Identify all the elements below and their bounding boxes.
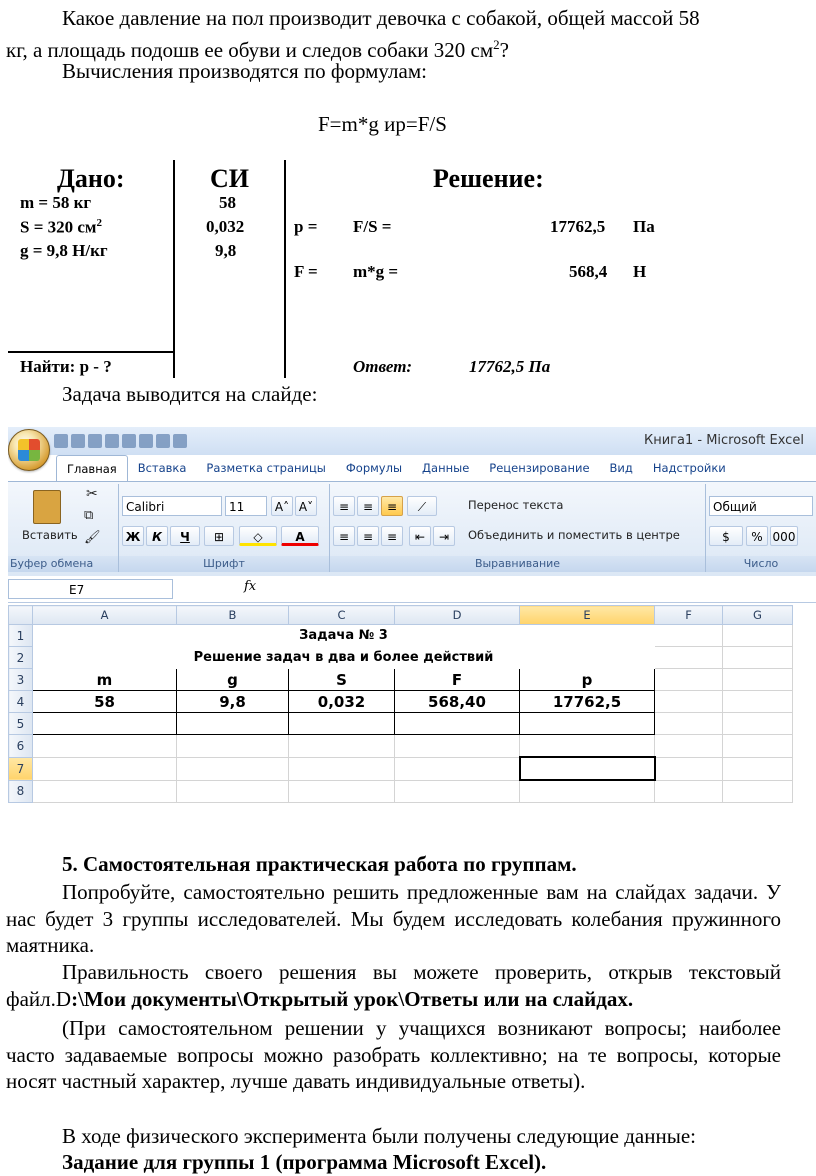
- cell[interactable]: [520, 780, 655, 803]
- column-header-d[interactable]: D: [395, 606, 520, 625]
- cell[interactable]: [177, 713, 289, 735]
- si-g: 9,8: [215, 241, 237, 260]
- format-icon[interactable]: [139, 434, 153, 448]
- row-header-4[interactable]: 4: [9, 691, 33, 713]
- corner-cell[interactable]: [9, 606, 33, 625]
- given-area: [20, 217, 102, 238]
- row-header-1[interactable]: 1: [9, 625, 33, 647]
- clear-icon[interactable]: [156, 434, 170, 448]
- intro-line-2-end: ?: [499, 38, 509, 62]
- cell[interactable]: [395, 713, 520, 735]
- given-mass: m = 58 кг: [20, 193, 92, 212]
- ribbon-tabs: [56, 455, 736, 481]
- format-painter-icon[interactable]: 🖌: [84, 530, 101, 545]
- si-mass: 58: [219, 193, 236, 212]
- cell[interactable]: [395, 780, 520, 803]
- font-name-dropdown[interactable]: Calibri: [122, 496, 222, 516]
- tab-page-layout[interactable]: Разметка страницы: [206, 461, 326, 475]
- cell[interactable]: [33, 757, 177, 780]
- find-divider: [8, 351, 174, 353]
- cell[interactable]: [33, 780, 177, 803]
- save-icon[interactable]: [54, 434, 68, 448]
- formula-bar: [8, 576, 816, 603]
- cell[interactable]: [723, 625, 793, 647]
- cell[interactable]: [723, 735, 793, 758]
- wrap-text-button[interactable]: Перенос текста: [468, 498, 564, 512]
- align-left-icon[interactable]: ≡: [333, 526, 355, 546]
- group-task: Задание для группы 1 (программа Microsoft Excel).: [62, 1150, 547, 1174]
- align-bottom-icon[interactable]: ≡: [381, 496, 403, 516]
- paragraph-1: [6, 879, 781, 959]
- paste-button[interactable]: Вставить: [22, 528, 78, 542]
- value-cell-p[interactable]: 17762,5: [520, 691, 655, 713]
- group-label-clipboard: Буфер обмена: [8, 556, 118, 572]
- divider-right: [284, 160, 286, 378]
- header-solution: Решение:: [433, 164, 544, 193]
- section-heading: 5. Самостоятельная практическая работа по группам.: [62, 852, 577, 876]
- window-title: Книга1 - Microsoft Excel: [644, 433, 804, 448]
- solution-unit-p: Па: [633, 217, 655, 236]
- cell[interactable]: [655, 757, 723, 780]
- grow-font-button[interactable]: A˄: [271, 496, 293, 516]
- decrease-indent-icon[interactable]: ⇤: [409, 526, 431, 546]
- header-cell-f[interactable]: F: [395, 669, 520, 691]
- cell[interactable]: [723, 647, 793, 669]
- borders-icon[interactable]: ⊞: [204, 526, 234, 546]
- cell[interactable]: [655, 669, 723, 691]
- spreadsheet-grid: [8, 605, 793, 803]
- active-cell[interactable]: [520, 757, 655, 780]
- solution-var-p: р =: [294, 217, 318, 236]
- excel-window: [8, 427, 816, 832]
- slide-caption: Задача выводится на слайде:: [62, 382, 318, 406]
- insert-icon[interactable]: [173, 434, 187, 448]
- column-header-a[interactable]: A: [33, 606, 177, 625]
- chart2-icon[interactable]: [122, 434, 136, 448]
- cut-icon[interactable]: ✂: [86, 486, 98, 502]
- group-alignment: [330, 484, 706, 572]
- cell[interactable]: [655, 625, 723, 647]
- cell[interactable]: [177, 757, 289, 780]
- find-label: Найти: р - ?: [20, 357, 112, 376]
- column-header-f[interactable]: F: [655, 606, 723, 625]
- value-cell-s[interactable]: 0,032: [289, 691, 395, 713]
- orientation-icon[interactable]: ⟋: [407, 496, 437, 516]
- header-cell-m[interactable]: m: [33, 669, 177, 691]
- paragraph-3-text: (При самостоятельном решении у учащихся возникают вопросы; наиболее часто задаваемые вопросы можно разобрать коллективно; на те вопросы, которые носят частный характер, лучше давать индивидуальные ответы).: [6, 1016, 781, 1094]
- sheet-subtitle[interactable]: Решение задач в два и более действий: [33, 647, 655, 669]
- cell[interactable]: [289, 757, 395, 780]
- header-dano: Дано:: [57, 164, 125, 193]
- cell[interactable]: [289, 735, 395, 758]
- undo-icon[interactable]: [71, 434, 85, 448]
- chart-icon[interactable]: [105, 434, 119, 448]
- solution-unit-f: Н: [633, 262, 647, 281]
- cell[interactable]: [655, 691, 723, 713]
- value-cell-g[interactable]: 9,8: [177, 691, 289, 713]
- group-number: [706, 484, 816, 572]
- bold-button[interactable]: Ж: [122, 526, 144, 546]
- header-si: СИ: [210, 164, 249, 193]
- intro-line-2-text: кг, а площадь подошв ее обуви и следов собаки 320 см: [6, 38, 494, 62]
- group-label-font: Шрифт: [119, 556, 329, 572]
- cell[interactable]: [33, 713, 177, 735]
- cell[interactable]: [177, 735, 289, 758]
- shrink-font-button[interactable]: A˅: [295, 496, 317, 516]
- paragraph-3: [6, 1015, 781, 1095]
- align-middle-icon[interactable]: ≡: [357, 496, 379, 516]
- cell[interactable]: [723, 757, 793, 780]
- cell[interactable]: [655, 647, 723, 669]
- given-area-text: S = 320 см: [20, 217, 97, 237]
- paragraph-2-drive: D: [55, 986, 72, 1011]
- group-label-alignment: Выравнивание: [330, 556, 705, 572]
- cell[interactable]: [723, 691, 793, 713]
- row-header-3[interactable]: 3: [9, 669, 33, 691]
- cell[interactable]: [655, 735, 723, 758]
- redo-icon[interactable]: [88, 434, 102, 448]
- tab-review[interactable]: Рецензирование: [489, 461, 590, 475]
- given-g: g = 9,8 Н/кг: [20, 241, 108, 260]
- group-font: [119, 484, 330, 572]
- paste-icon[interactable]: [33, 490, 61, 524]
- underline-button[interactable]: Ч: [170, 526, 200, 546]
- value-cell-f[interactable]: 568,40: [395, 691, 520, 713]
- cell[interactable]: [177, 780, 289, 803]
- solution-value-f: 568,4: [569, 262, 608, 281]
- currency-icon[interactable]: $: [709, 526, 743, 546]
- fx-icon[interactable]: fx: [244, 579, 257, 594]
- increase-indent-icon[interactable]: ⇥: [433, 526, 455, 546]
- cell[interactable]: [395, 735, 520, 758]
- header-cell-p[interactable]: p: [520, 669, 655, 691]
- fill-color-icon[interactable]: ◇: [239, 526, 277, 546]
- column-header-b[interactable]: B: [177, 606, 289, 625]
- cell[interactable]: [655, 713, 723, 735]
- name-box[interactable]: E7: [8, 579, 173, 599]
- row-header-2[interactable]: 2: [9, 647, 33, 669]
- number-format-dropdown[interactable]: Общий: [709, 496, 813, 516]
- cell[interactable]: [289, 780, 395, 803]
- cell[interactable]: [723, 669, 793, 691]
- align-top-icon[interactable]: ≡: [333, 496, 355, 516]
- font-size-dropdown[interactable]: 11: [225, 496, 267, 516]
- italic-button[interactable]: К: [146, 526, 168, 546]
- paragraph-2-text: Правильность своего решения вы можете проверить, открыв текстовый файл.: [6, 960, 781, 1011]
- solution-expr-f: m*g =: [353, 262, 399, 281]
- tab-addins[interactable]: Надстройки: [652, 461, 726, 475]
- tab-insert[interactable]: Вставка: [137, 461, 187, 475]
- header-cell-s[interactable]: S: [289, 669, 395, 691]
- solution-value-p: 17762,5: [550, 217, 606, 236]
- paragraph-2: [6, 959, 781, 1012]
- answer-value: 17762,5 Па: [469, 357, 551, 376]
- group-clipboard: [8, 484, 119, 572]
- formula: F=m*g ир=F/S: [318, 112, 447, 136]
- cell[interactable]: [33, 735, 177, 758]
- paragraph-1-text: Попробуйте, самостоятельно решить предложенные вам на слайдах задачи. У нас будет 3 группы исследователей. Мы будем исследовать колебания пружинного маятника.: [6, 880, 781, 958]
- answer-label: Ответ:: [353, 357, 413, 376]
- quick-access-toolbar[interactable]: [54, 432, 187, 450]
- font-color-button[interactable]: A: [281, 526, 319, 546]
- row-header-5[interactable]: 5: [9, 713, 33, 735]
- row-header-8[interactable]: 8: [9, 780, 33, 803]
- sheet-title[interactable]: Задача № 3: [33, 625, 655, 647]
- cell[interactable]: [395, 757, 520, 780]
- header-cell-g[interactable]: g: [177, 669, 289, 691]
- solution-var-f: F =: [294, 262, 318, 281]
- paragraph-4: В ходе физического эксперимента были получены следующие данные:: [62, 1124, 696, 1148]
- column-header-g[interactable]: G: [723, 606, 793, 625]
- intro-line-1: Какое давление на пол производит девочка с собакой, общей массой 58: [62, 6, 700, 30]
- column-header-e[interactable]: E: [520, 606, 655, 625]
- percent-button[interactable]: %: [746, 526, 768, 546]
- tab-home[interactable]: Главная: [56, 455, 128, 482]
- divider-left: [173, 160, 175, 378]
- column-header-c[interactable]: C: [289, 606, 395, 625]
- title-bar: [8, 427, 816, 455]
- paragraph-2-path: :\Мои документы\Открытый урок\Ответы или на слайдах.: [71, 986, 634, 1011]
- cell[interactable]: [520, 735, 655, 758]
- tab-formulas[interactable]: Формулы: [345, 461, 403, 475]
- tab-data[interactable]: Данные: [422, 461, 470, 475]
- superscript: 2: [96, 217, 103, 229]
- office-logo-icon: [18, 439, 40, 461]
- align-right-icon[interactable]: ≡: [381, 526, 403, 546]
- tab-view[interactable]: Вид: [609, 461, 633, 475]
- intro-line-3: Вычисления производятся по формулам:: [62, 59, 427, 83]
- ribbon: [8, 481, 816, 577]
- copy-icon[interactable]: ⧉: [84, 508, 94, 523]
- cell[interactable]: [723, 713, 793, 735]
- cell[interactable]: [520, 713, 655, 735]
- superscript: 2: [493, 37, 500, 52]
- si-area: 0,032: [206, 217, 245, 236]
- row-header-6[interactable]: 6: [9, 735, 33, 758]
- cell[interactable]: [289, 713, 395, 735]
- solution-expr-p: F/S =: [353, 217, 392, 236]
- value-cell-m[interactable]: 58: [33, 691, 177, 713]
- thousands-button[interactable]: 000: [770, 526, 798, 546]
- cell[interactable]: [655, 780, 723, 803]
- align-center-icon[interactable]: ≡: [357, 526, 379, 546]
- row-header-7[interactable]: 7: [9, 757, 33, 780]
- group-label-number: Число: [706, 556, 816, 572]
- merge-center-button[interactable]: Объединить и поместить в центре: [468, 528, 680, 542]
- office-button[interactable]: [8, 429, 50, 471]
- cell[interactable]: [723, 780, 793, 803]
